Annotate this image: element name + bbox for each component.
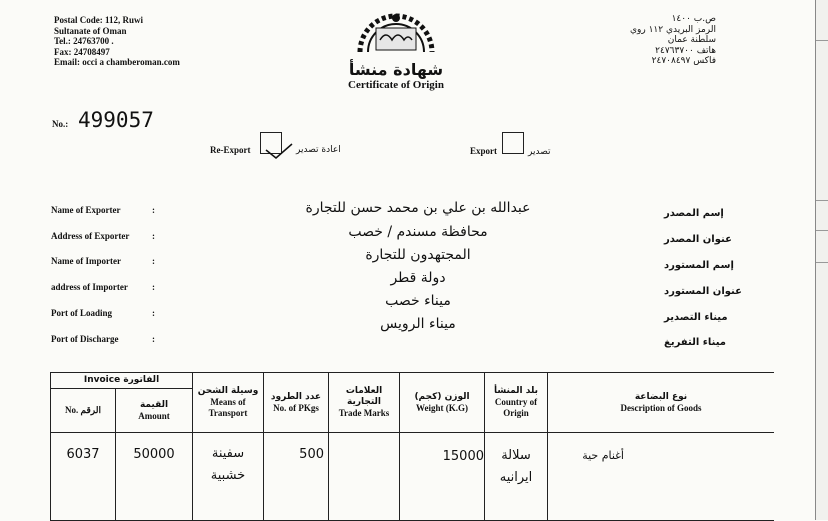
pkgs-header-en: No. of PKgs <box>273 402 319 413</box>
weight-cell: 15000 <box>400 433 485 521</box>
importer-address-value: دولة قطر <box>390 270 446 286</box>
export-label-en: Export <box>470 146 497 156</box>
discharge-port-label-ar: ميناء التفريغ <box>664 337 726 348</box>
discharge-port-value: ميناء الرويس <box>380 316 456 332</box>
colon: : <box>152 256 155 266</box>
cert-number: 499057 <box>78 108 154 132</box>
colon: : <box>152 231 155 241</box>
marks-cell <box>329 433 400 521</box>
importer-address-label: address of Importer <box>51 282 128 292</box>
description-header <box>548 373 775 433</box>
marks-header-en: Trade Marks <box>338 408 390 418</box>
transport-cell <box>193 433 264 521</box>
importer-address-label-ar: عنوان المستورد <box>664 286 742 297</box>
invoice-no-cell: 6037 <box>51 433 116 521</box>
telephone: Tel.: 24763700 . <box>54 36 114 46</box>
origin-cell <box>485 433 548 521</box>
reexport-label-ar: اعادة تصدير <box>296 145 341 155</box>
amount-header-en: Amount <box>138 410 170 421</box>
colon: : <box>152 308 155 318</box>
email: Email: occi a chamberoman.com <box>54 57 180 67</box>
amount-header-ar: القيمة <box>139 399 169 410</box>
exporter-name-label-ar: إسم المصدر <box>664 208 724 219</box>
postal-code-ar: الرمز البريدي ١١٢ روي <box>629 24 716 35</box>
telephone-ar: هاتف ٢٤٧٦٣٧٠٠ <box>655 45 716 56</box>
exporter-address-label-ar: عنوان المصدر <box>664 234 732 245</box>
loading-port-label: Port of Loading <box>51 308 113 318</box>
discharge-port-label: Port of Discharge <box>51 334 119 344</box>
contact-block-en <box>54 15 180 68</box>
weight-header-ar: الوزن (كجم) <box>414 391 470 402</box>
chamber-logo <box>352 4 440 60</box>
exporter-address-label: Address of Exporter <box>51 231 130 241</box>
exporter-name-label: Name of Exporter <box>51 205 121 215</box>
description-header-en: Description of Goods <box>620 402 702 413</box>
postal-code: Postal Code: 112, Ruwi <box>54 15 144 25</box>
amount-header <box>116 389 193 433</box>
export-label-ar: تصدير <box>528 147 551 157</box>
title-ar: شهادة منشأ <box>348 60 444 79</box>
amount-cell: 50000 <box>116 433 193 521</box>
transport-line: خشبية <box>210 468 246 483</box>
fax: Fax: 24708497 <box>54 46 110 57</box>
description-header-ar: نوع البضاعة <box>634 391 688 402</box>
fax-ar: فاكس ٢٤٧٠٨٤٩٧ <box>651 56 716 66</box>
country-ar: سلطنة عمان <box>667 35 716 45</box>
transport-line: سفينة <box>211 446 245 461</box>
reexport-label-en: Re-Export <box>210 145 251 155</box>
transport-header-en: Means of Transport <box>208 397 248 418</box>
colon: : <box>152 334 155 344</box>
invoice-header: Invoice الفاتورة <box>51 373 193 389</box>
export-checkbox[interactable] <box>502 132 524 154</box>
cert-no-label: No.: <box>52 119 69 129</box>
transport-header <box>193 373 264 433</box>
table-row <box>51 433 775 521</box>
no-header: No. الرقم <box>51 389 116 433</box>
marks-header-ar: العلامات التجارية <box>345 386 383 407</box>
origin-header <box>485 373 548 433</box>
origin-header-en: Country of Origin <box>494 397 538 418</box>
colon: : <box>152 205 155 215</box>
importer-name-label-ar: إسم المستورد <box>664 260 734 271</box>
importer-name-value: المجتهدون للتجارة <box>365 247 471 263</box>
pkgs-header <box>264 373 329 433</box>
loading-port-value: ميناء خصب <box>385 293 451 309</box>
importer-name-label: Name of Importer <box>51 256 121 266</box>
colon: : <box>152 282 155 292</box>
exporter-address-value: محافظة مسندم / خصب <box>348 224 488 240</box>
origin-header-ar: بلد المنشأ <box>493 386 539 396</box>
weight-header <box>400 373 485 433</box>
loading-port-label-ar: ميناء التصدير <box>664 312 728 323</box>
pkgs-cell: 500 <box>264 433 329 521</box>
transport-header-ar: وسيلة الشحن <box>197 386 259 396</box>
po-box-ar: ص.ب ١٤٠٠ <box>671 14 716 24</box>
exporter-name-value: عبدالله بن علي بن محمد حسن للتجارة <box>305 200 531 216</box>
origin-line: ايرانيه <box>499 470 533 485</box>
country-en: Sultanate of Oman <box>54 25 127 36</box>
description-cell: أغنام حية <box>548 433 775 521</box>
origin-line: سلالة <box>501 448 531 463</box>
title-en: Certificate of Origin <box>348 79 444 91</box>
checkmark-icon <box>264 140 294 162</box>
weight-header-en: Weight (K.G) <box>416 402 468 413</box>
scanner-edge <box>815 0 828 520</box>
pkgs-header-ar: عدد الطرود <box>270 391 322 402</box>
goods-table <box>50 372 774 521</box>
marks-header <box>329 373 400 433</box>
contact-block-ar <box>586 14 716 67</box>
